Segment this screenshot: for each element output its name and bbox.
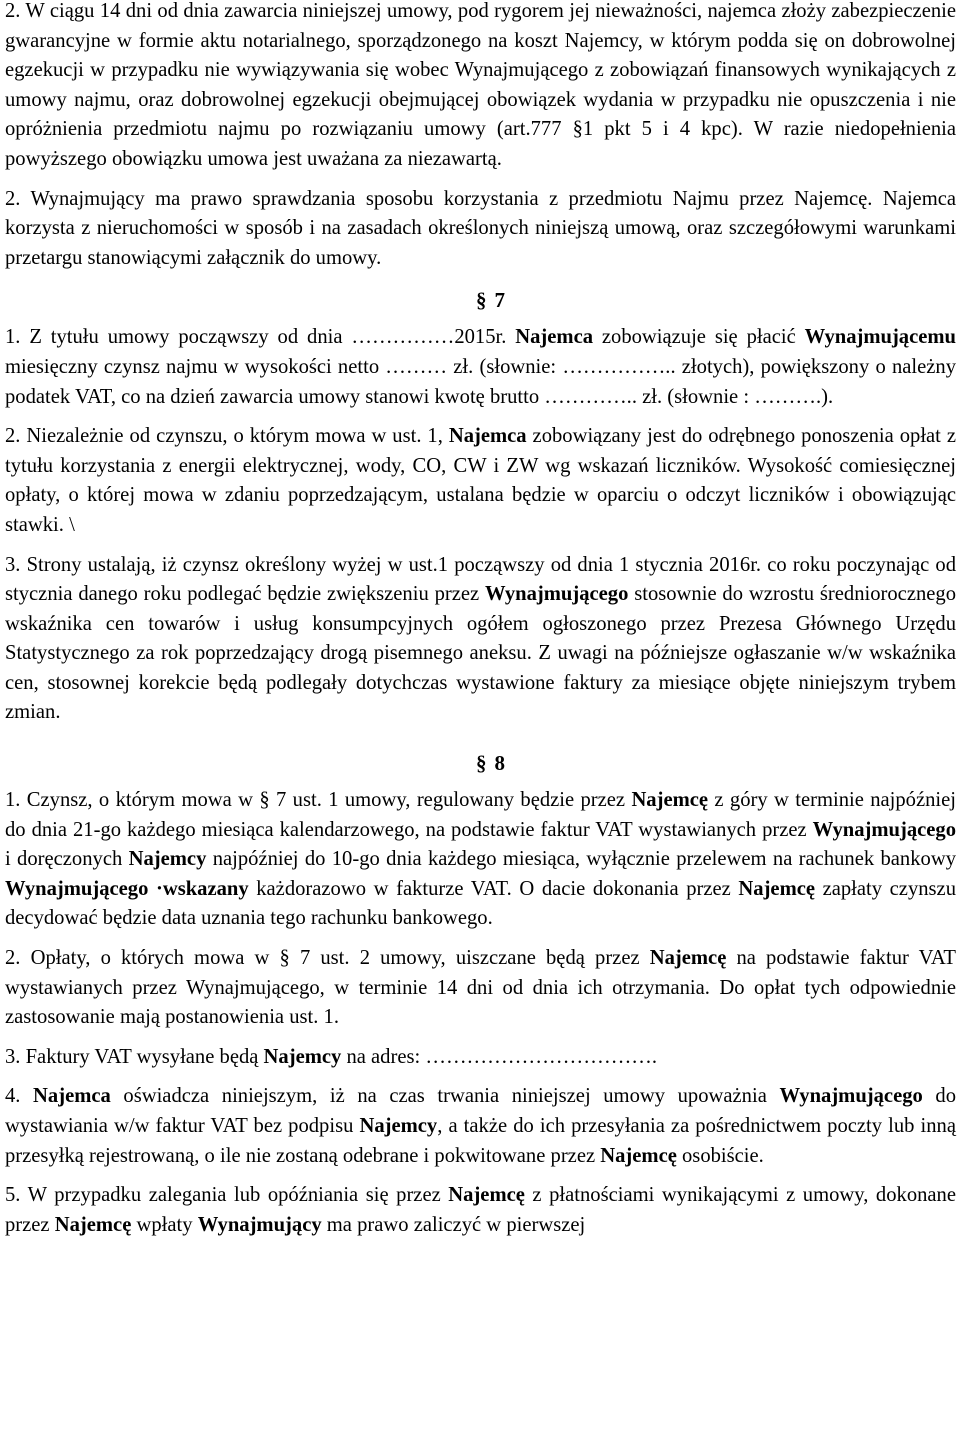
s7-paragraph-1: 1. Z tytułu umowy począwszy od dnia ……………2015r. Najemca zobowiązuje się płacić Wynajmującemu miesięczny czynsz najmu w wysokości netto ……… zł. (słownie: …………….. złotych), powiększony o należny podatek VAT, co na dzień zawarcia umowy stanowi kwotę brutto ………….. zł. (słownie : ……….).: [5, 326, 956, 408]
s7-paragraph-2: 2. Niezależnie od czynszu, o którym mowa w ust. 1, Najemca zobowiązany jest do odrębnego ponoszenia opłat z tytułu korzystania z energii elektrycznej, wody, CO, CW i ZW wg wskazań liczników. Wysokość comiesięcznej opłaty, o której mowa w zdaniu poprzedzającym, ustalana będzie w oparciu o odczyt liczników i obowiązując stawki. \: [5, 425, 956, 536]
s8-paragraph-3: 3. Faktury VAT wysyłane będą Najemcy na adres: …………………………….: [5, 1045, 658, 1068]
section-number: 7: [494, 288, 505, 313]
s8-paragraph-4: 4. Najemca oświadcza niniejszym, iż na czas trwania niniejszej umowy upoważnia Wynajmującego do wystawiania w/w faktur VAT bez podpisu Najemcy, a także do ich przesyłania za pośrednictwem poczty lub inną przesyłką rejestrowaną, o ile nie zostaną odebrane i pokwitowane przez Najemcę osobiście.: [5, 1085, 957, 1167]
s8-paragraph-2: 2. Opłaty, o których mowa w § 7 ust. 2 umowy, uiszczane będą przez Najemcę na podstawie faktur VAT wystawianych przez Wynajmującego, w terminie 14 dni od dnia ich otrzymania. Do opłat tych odpowiednie zastosowanie mają postanowienia ust. 1.: [5, 947, 957, 1029]
section-heading-7: [5, 285, 956, 315]
paragraph-inspection: 2. Wynajmujący ma prawo sprawdzania sposobu korzystania z przedmiotu Najmu przez Najemcę. Najemca korzysta z nieruchomości w sposób i na zasadach określonych niniejszą umową, oraz szczegółowymi warunkami przetargu stanowiącymi załącznik do umowy.: [5, 187, 956, 269]
section-heading-8: [5, 748, 956, 778]
section-sign-icon: §: [476, 288, 487, 313]
s7-paragraph-3: 3. Strony ustalają, iż czynsz określony wyżej w ust.1 począwszy od dnia 1 stycznia 2016r. co roku poczynając od stycznia danego roku podlegać będzie zwiększeniu przez Wynajmującego stosownie do wzrostu średniorocznego wskaźnika cen towarów i usług konsumpcyjnych ogółem ogłoszonego przez Prezesa Głównego Urzędu Statystycznego za rok poprzedzający drogą pisemnego aneksu. Z uwagi na późniejsze ogłaszanie w/w wskaźnika cen, stosownej korekcie będą podlegały dotychczas wystawione faktury za miesiące objęte niniejszym trybem zmian.: [5, 553, 956, 724]
section-sign-icon: §: [476, 751, 487, 776]
paragraph-guarantee: 2. W ciągu 14 dni od dnia zawarcia niniejszej umowy, pod rygorem jej nieważności, najemca złoży zabezpieczenie gwarancyjne w formie aktu notarialnego, sporządzonego na koszt Najemcy, w którym podda się on dobrowolnej egzekucji w przypadku nie wywiązywania się wobec Wynajmującego z zobowiązań finansowych wynikających z umowy najmu, oraz dobrowolnej egzekucji obejmującej obowiązek wydania w przypadku nie opuszczenia i nie opróżnienia przedmiotu najmu po rozwiązaniu umowy (art.777 §1 pkt 5 i 4 kpc). W razie niedopełnienia powyższego obowiązku umowa jest uważana za niezawartą.: [5, 0, 956, 170]
section-number: 8: [494, 751, 505, 776]
s8-paragraph-5: 5. W przypadku zalegania lub opóźniania się przez Najemcę z płatnościami wynikającymi z umowy, dokonane przez Najemcę wpłaty Wynajmujący ma prawo zaliczyć w pierwszej: [5, 1184, 956, 1236]
s8-paragraph-1: 1. Czynsz, o którym mowa w § 7 ust. 1 umowy, regulowany będzie przez Najemcę z góry w terminie najpóźniej do dnia 21-go każdego miesiąca kalendarzowego, na podstawie faktur VAT wystawianych przez Wynajmującego i doręczonych Najemcy najpóźniej do 10-go dnia każdego miesiąca, wyłącznie przelewem na rachunek bankowy Wynajmującego ·wskazany każdorazowo w fakturze VAT. O dacie dokonania przez Najemcę zapłaty czynszu decydować będzie data uznania tego rachunku bankowego.: [5, 789, 956, 930]
